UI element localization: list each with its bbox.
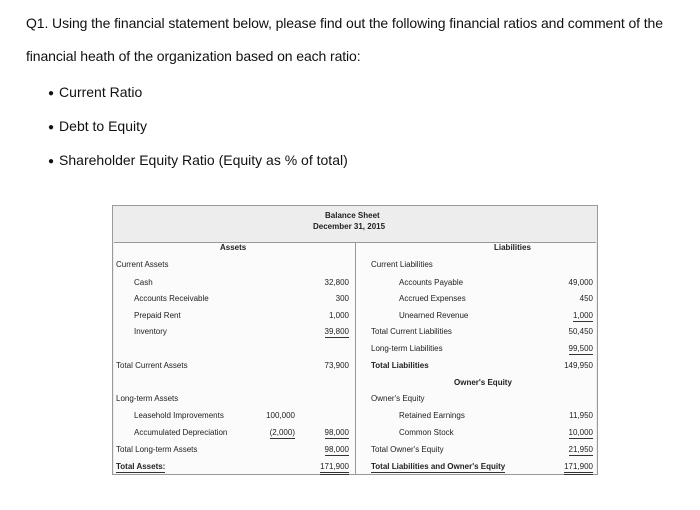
unearned-value-text: 1,000 [572,311,593,320]
equity-label-common-stock: Common Stock [399,428,454,437]
inventory-value-text: 39,800 [324,327,349,336]
total-owners-equity-value [543,445,593,454]
owners-equity-label: Owner's Equity [371,394,425,403]
total-current-assets-label: Total Current Assets [116,361,188,370]
asset-value-cash: 32,800 [324,278,349,287]
total-assets-label-text: Total Assets: [116,462,166,471]
liability-label-accrued: Accrued Expenses [399,294,466,303]
net-leasehold-value [305,428,349,437]
liability-value-unearned [543,311,593,320]
long-term-liabilities-label: Long-term Liabilities [371,344,443,353]
question-line-1: Q1. Using the financial statement below, please find out the following financial ratios and comment of the [26,15,663,31]
asset-value-receivable: 300 [335,294,349,303]
depreciation-label: Accumulated Depreciation [134,428,228,437]
sheet-date: December 31, 2015 [313,222,386,231]
total-le-label-text: Total Liabilities and Owner's Equity [371,462,506,471]
common-stock-value-text: 10,000 [568,428,593,437]
owners-equity-header: Owner's Equity [454,378,512,387]
total-current-liabilities-value: 50,450 [568,327,593,336]
total-liabilities-label: Total Liabilities [371,361,429,370]
current-liabilities-label: Current Liabilities [371,260,433,269]
divider-assets-liabilities [355,242,356,474]
liability-label-unearned: Unearned Revenue [399,311,469,320]
asset-label-cash: Cash [134,278,153,287]
long-term-liabilities-value [543,344,593,353]
total-owners-equity-label: Total Owner's Equity [371,445,444,454]
total-assets-label [116,462,165,471]
liability-value-payable: 49,000 [568,278,593,287]
asset-label-inventory: Inventory [134,327,167,336]
leasehold-value: 100,000 [266,411,295,420]
total-current-liabilities-label: Total Current Liabilities [371,327,452,336]
total-long-term-assets-text: 98,000 [324,445,349,454]
total-long-term-assets-label: Total Long-term Assets [116,445,198,454]
total-liabilities-value: 149,950 [564,361,593,370]
liability-label-payable: Accounts Payable [399,278,464,287]
equity-value-common-stock [543,428,593,437]
equity-value-retained: 11,950 [569,411,593,420]
liability-value-accrued: 450 [579,294,593,303]
asset-value-inventory [305,327,349,336]
total-current-assets-value: 73,900 [324,361,349,370]
net-leasehold-value-text: 98,000 [324,428,349,437]
total-liabilities-equity-label [371,462,505,471]
asset-label-prepaid-rent: Prepaid Rent [134,311,181,320]
balance-sheet-table [112,205,598,475]
long-term-assets-label: Long-term Assets [116,394,179,403]
bullet-current-ratio: ● Current Ratio [48,84,142,100]
total-long-term-assets-value [305,445,349,454]
asset-label-receivable: Accounts Receivable [134,294,209,303]
liabilities-header: Liabilities [494,243,531,252]
total-liabilities-equity-value [543,462,593,471]
sheet-title: Balance Sheet [325,211,380,220]
total-owners-equity-text: 21,950 [568,445,593,454]
depreciation-value-text: (2,000) [269,428,295,437]
total-assets-value-text: 171,900 [320,462,349,475]
total-le-value-text: 171,900 [564,462,593,475]
equity-label-retained: Retained Earnings [399,411,465,420]
assets-header: Assets [220,243,247,252]
question-line-2: financial heath of the organization based on each ratio: [26,48,361,64]
current-assets-label: Current Assets [116,260,169,269]
bullet-debt-to-equity: ● Debt to Equity [48,118,147,134]
total-assets-value [305,462,349,471]
depreciation-value [251,428,295,437]
leasehold-label: Leasehold Improvements [134,411,224,420]
long-term-liabilities-text: 99,500 [568,344,593,353]
bullet-shareholder-equity-ratio: ● Shareholder Equity Ratio (Equity as % of total) [48,152,348,168]
asset-value-prepaid-rent: 1,000 [328,311,349,320]
